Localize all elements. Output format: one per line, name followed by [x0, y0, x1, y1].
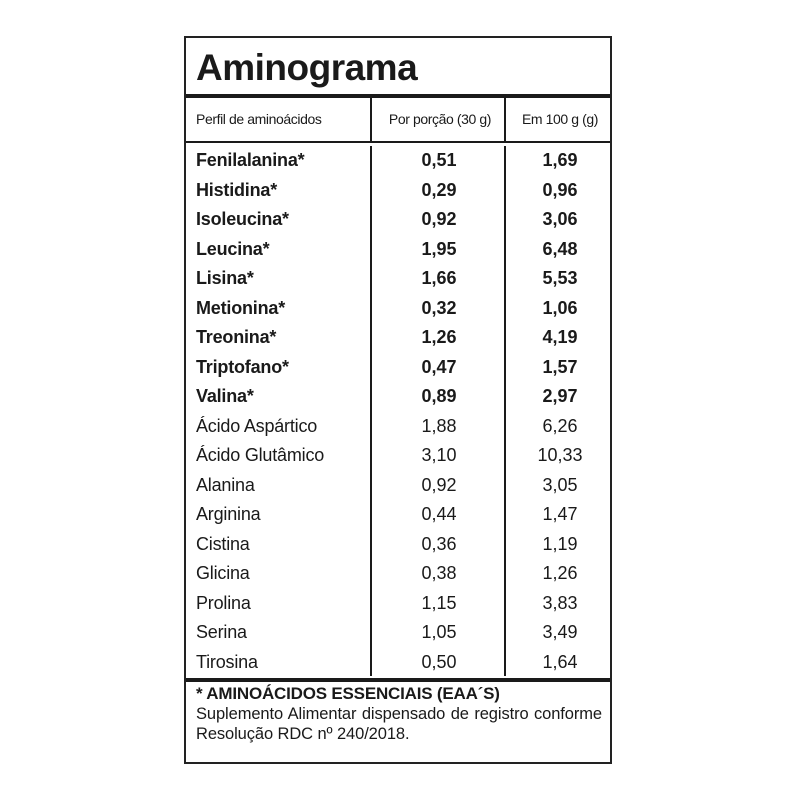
value-per-portion: 0,36	[421, 533, 457, 554]
table-header	[186, 98, 610, 141]
table-body	[186, 146, 610, 677]
value-per-portion: 0,92	[421, 209, 457, 229]
value-per-portion: 1,88	[421, 415, 457, 436]
amino-acid-name: Metionina*	[196, 297, 286, 318]
value-per-100g: 2,97	[542, 386, 578, 406]
value-per-100g: 1,69	[542, 150, 578, 170]
table-row	[186, 235, 610, 265]
value-per-100g: 0,96	[542, 179, 578, 200]
amino-acid-name: Triptofano*	[196, 356, 289, 377]
table-row	[186, 323, 610, 353]
table-row	[186, 530, 610, 560]
table-row	[186, 176, 610, 206]
value-per-portion: 0,47	[421, 356, 457, 377]
table-row	[186, 559, 610, 589]
value-per-portion: 1,95	[421, 238, 457, 259]
value-per-portion: 0,38	[421, 563, 457, 583]
value-per-100g: 3,05	[542, 474, 578, 495]
table-row	[186, 618, 610, 648]
table-footer	[196, 684, 602, 744]
value-per-portion: 0,44	[421, 504, 457, 524]
column-header-portion: Por porção (30 g)	[388, 111, 492, 127]
value-per-100g: 1,19	[542, 533, 578, 554]
value-per-portion: 3,10	[421, 445, 457, 465]
header-column-divider	[370, 98, 372, 141]
header-divider	[186, 141, 610, 143]
table-row	[186, 441, 610, 471]
amino-acid-name: Prolina	[196, 592, 251, 613]
header-column-divider	[504, 98, 506, 141]
table-row	[186, 264, 610, 294]
value-per-100g: 1,26	[542, 563, 578, 583]
table-row	[186, 294, 610, 324]
amino-acid-name: Treonina*	[196, 327, 277, 347]
amino-acid-name: Cistina	[196, 533, 250, 554]
table-row	[186, 205, 610, 235]
amino-acid-name: Leucina*	[196, 238, 270, 259]
value-per-100g: 1,57	[542, 356, 578, 377]
value-per-portion: 1,05	[421, 622, 457, 642]
value-per-portion: 0,32	[421, 297, 457, 318]
table-row	[186, 471, 610, 501]
value-per-100g: 3,06	[542, 209, 578, 229]
amino-acid-name: Lisina*	[196, 268, 254, 288]
value-per-100g: 5,53	[542, 268, 578, 288]
value-per-portion: 0,89	[421, 386, 457, 406]
value-per-100g: 1,47	[542, 504, 578, 524]
essential-amino-acids-note: * AMINOÁCIDOS ESSENCIAIS (EAA´S)	[196, 684, 500, 703]
amino-acid-name: Histidina*	[196, 179, 278, 200]
table-row	[186, 382, 610, 412]
value-per-100g: 6,26	[542, 415, 578, 436]
value-per-100g: 1,64	[542, 651, 578, 672]
value-per-100g: 1,06	[542, 297, 578, 318]
amino-acid-name: Ácido Aspártico	[196, 415, 318, 436]
value-per-100g: 6,48	[542, 238, 578, 259]
table-row	[186, 648, 610, 678]
value-per-portion: 0,92	[421, 474, 457, 495]
value-per-portion: 1,15	[421, 592, 457, 613]
amino-acid-name: Fenilalanina*	[196, 150, 305, 170]
amino-acid-name: Ácido Glutâmico	[196, 445, 325, 465]
footer-divider	[186, 678, 610, 682]
value-per-portion: 1,66	[421, 268, 457, 288]
amino-acid-name: Glicina	[196, 563, 250, 583]
regulatory-note: Suplemento Alimentar dispensado de registro conforme Resolução RDC nº 240/2018.	[196, 705, 602, 743]
amino-acid-name: Serina	[196, 622, 247, 642]
table-row	[186, 589, 610, 619]
column-header-per100: Em 100 g (g)	[521, 111, 599, 127]
amino-acid-name: Tirosina	[196, 651, 258, 672]
amino-acid-name: Isoleucina*	[196, 209, 289, 229]
value-per-100g: 3,83	[542, 592, 578, 613]
table-row	[186, 146, 610, 176]
table-title: Aminograma	[196, 47, 418, 88]
amino-acid-name: Alanina	[196, 474, 255, 495]
amino-acid-name: Valina*	[196, 386, 254, 406]
table-row	[186, 353, 610, 383]
value-per-100g: 10,33	[537, 445, 583, 465]
value-per-portion: 1,26	[421, 327, 457, 347]
table-row	[186, 412, 610, 442]
value-per-100g: 4,19	[542, 327, 578, 347]
amino-acid-name: Arginina	[196, 504, 261, 524]
column-header-profile: Perfil de aminoácidos	[196, 111, 322, 127]
value-per-portion: 0,51	[421, 150, 457, 170]
value-per-100g: 3,49	[542, 622, 578, 642]
table-row	[186, 500, 610, 530]
value-per-portion: 0,50	[421, 651, 457, 672]
aminogram-table	[184, 36, 612, 764]
value-per-portion: 0,29	[421, 179, 457, 200]
